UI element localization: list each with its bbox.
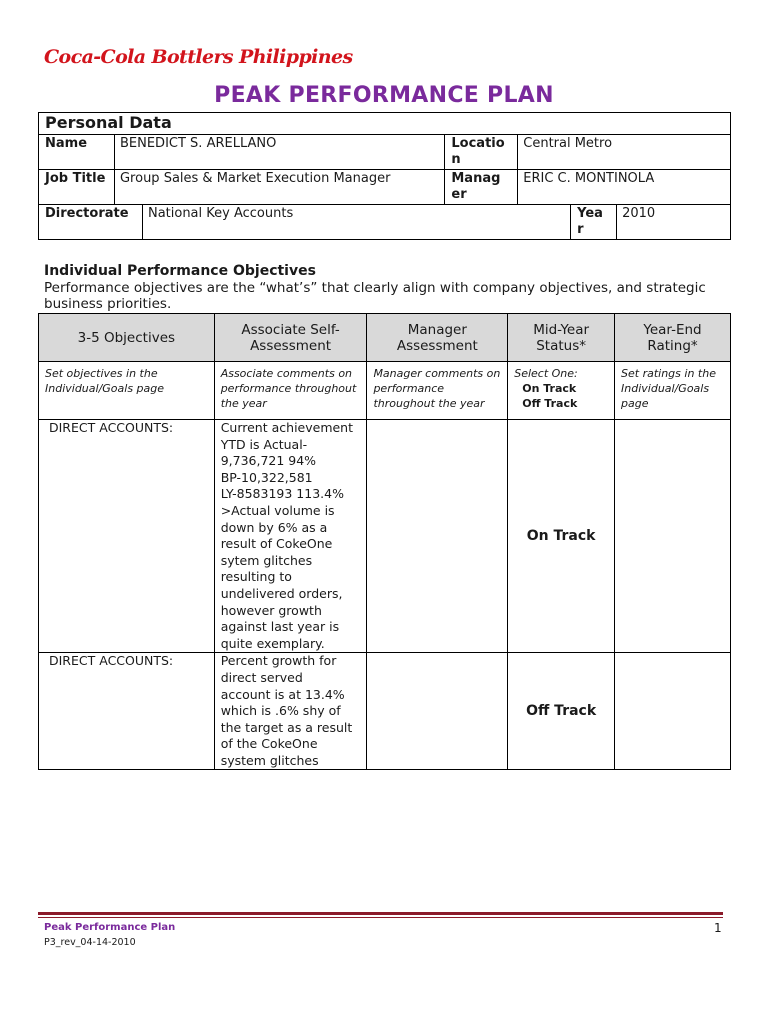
- personal-data-table: [38, 112, 731, 240]
- mid-year-status-cell: On Track: [508, 420, 615, 653]
- manager-assessment-cell: [367, 653, 508, 770]
- self-assessment-line: account is at 13.4%: [220, 686, 345, 702]
- self-assessment-line: which is .6% shy of: [220, 703, 341, 719]
- name-value: BENEDICT S. ARELLANO: [114, 135, 444, 170]
- objective-cell: DIRECT ACCOUNTS:: [39, 653, 215, 770]
- coca-cola-logo: Coca-Cola Bottlers Philippines: [44, 46, 353, 68]
- self-assessment-line: Current achievement: [220, 420, 354, 435]
- midyear-option-on-track: On Track: [522, 382, 577, 395]
- mid-year-status-cell: Off Track: [508, 653, 615, 770]
- year-label: Yea r: [571, 205, 617, 240]
- header-manager-assessment: Manager Assessment: [367, 314, 508, 362]
- footer-revision: P3_rev_04-14-2010: [44, 937, 136, 948]
- self-assessment-line: however growth: [220, 602, 322, 618]
- location-value: Central Metro: [518, 135, 731, 170]
- manager-assessment-cell: [367, 420, 508, 653]
- instruction-objectives: Set objectives in the Individual/Goals page: [39, 362, 215, 420]
- self-assessment-cell: [214, 653, 367, 770]
- self-assessment-line: down by 6% as a: [220, 519, 328, 535]
- self-assessment-line: of the CokeOne: [220, 736, 318, 752]
- instruction-manager: Manager comments on performance throughout the year: [367, 362, 508, 420]
- self-assessment-line: sytem glitches: [220, 552, 313, 568]
- self-assessment-line: LY-8583193 113.4%: [220, 486, 344, 502]
- page-number: 1: [714, 921, 722, 935]
- manager-label: Manag er: [445, 170, 518, 205]
- header-mid-year-status: Mid-Year Status*: [508, 314, 615, 362]
- self-assessment-line: resulting to: [220, 569, 292, 585]
- objectives-description: Performance objectives are the “what’s” that clearly align with company objectives, and strategic business priorities.: [44, 280, 706, 312]
- self-assessment-line: direct served: [220, 669, 303, 685]
- midyear-option-off-track: Off Track: [522, 397, 578, 410]
- self-assessment-line: against last year is: [220, 619, 340, 635]
- location-label: Locatio n: [445, 135, 518, 170]
- midyear-select-prefix: Select One:: [514, 367, 578, 380]
- self-assessment-line: YTD is Actual-: [220, 436, 308, 452]
- directorate-label: Directorate: [39, 205, 143, 240]
- objectives-section-title: Individual Performance Objectives: [44, 263, 316, 279]
- year-value: 2010: [617, 205, 731, 240]
- instruction-yearend: Set ratings in the Individual/Goals page: [615, 362, 731, 420]
- header-self-assessment: Associate Self-Assessment: [214, 314, 367, 362]
- footer-title: Peak Performance Plan: [44, 922, 176, 933]
- self-assessment-cell: [214, 420, 367, 653]
- self-assessment-line: 9,736,721 94%: [220, 453, 317, 469]
- instruction-midyear: [508, 362, 615, 420]
- manager-value: ERIC C. MONTINOLA: [518, 170, 731, 205]
- self-assessment-line: undelivered orders,: [220, 585, 343, 601]
- self-assessment-line: >Actual volume is: [220, 502, 335, 518]
- page-title: PEAK PERFORMANCE PLAN: [214, 83, 554, 108]
- job-title-label: Job Title: [39, 170, 115, 205]
- header-year-end-rating: Year-End Rating*: [615, 314, 731, 362]
- name-label: Name: [39, 135, 115, 170]
- footer-divider-thin: [38, 917, 723, 918]
- personal-data-heading: Personal Data: [39, 113, 731, 135]
- year-end-rating-cell: [615, 653, 731, 770]
- self-assessment-line: the target as a result: [220, 719, 353, 735]
- year-end-rating-cell: [615, 420, 731, 653]
- self-assessment-line: system glitches: [220, 752, 319, 768]
- header-objectives: 3-5 Objectives: [39, 314, 215, 362]
- objective-cell: DIRECT ACCOUNTS:: [39, 420, 215, 653]
- self-assessment-line: Percent growth for: [220, 653, 337, 669]
- job-title-value: Group Sales & Market Execution Manager: [114, 170, 444, 205]
- self-assessment-line: quite exemplary.: [220, 635, 325, 651]
- footer-divider-thick: [38, 912, 723, 915]
- instruction-self: Associate comments on performance throughout the year: [214, 362, 367, 420]
- self-assessment-line: result of CokeOne: [220, 536, 333, 552]
- self-assessment-line: BP-10,322,581: [220, 469, 313, 485]
- objectives-table: [38, 313, 731, 770]
- directorate-value: National Key Accounts: [142, 205, 570, 240]
